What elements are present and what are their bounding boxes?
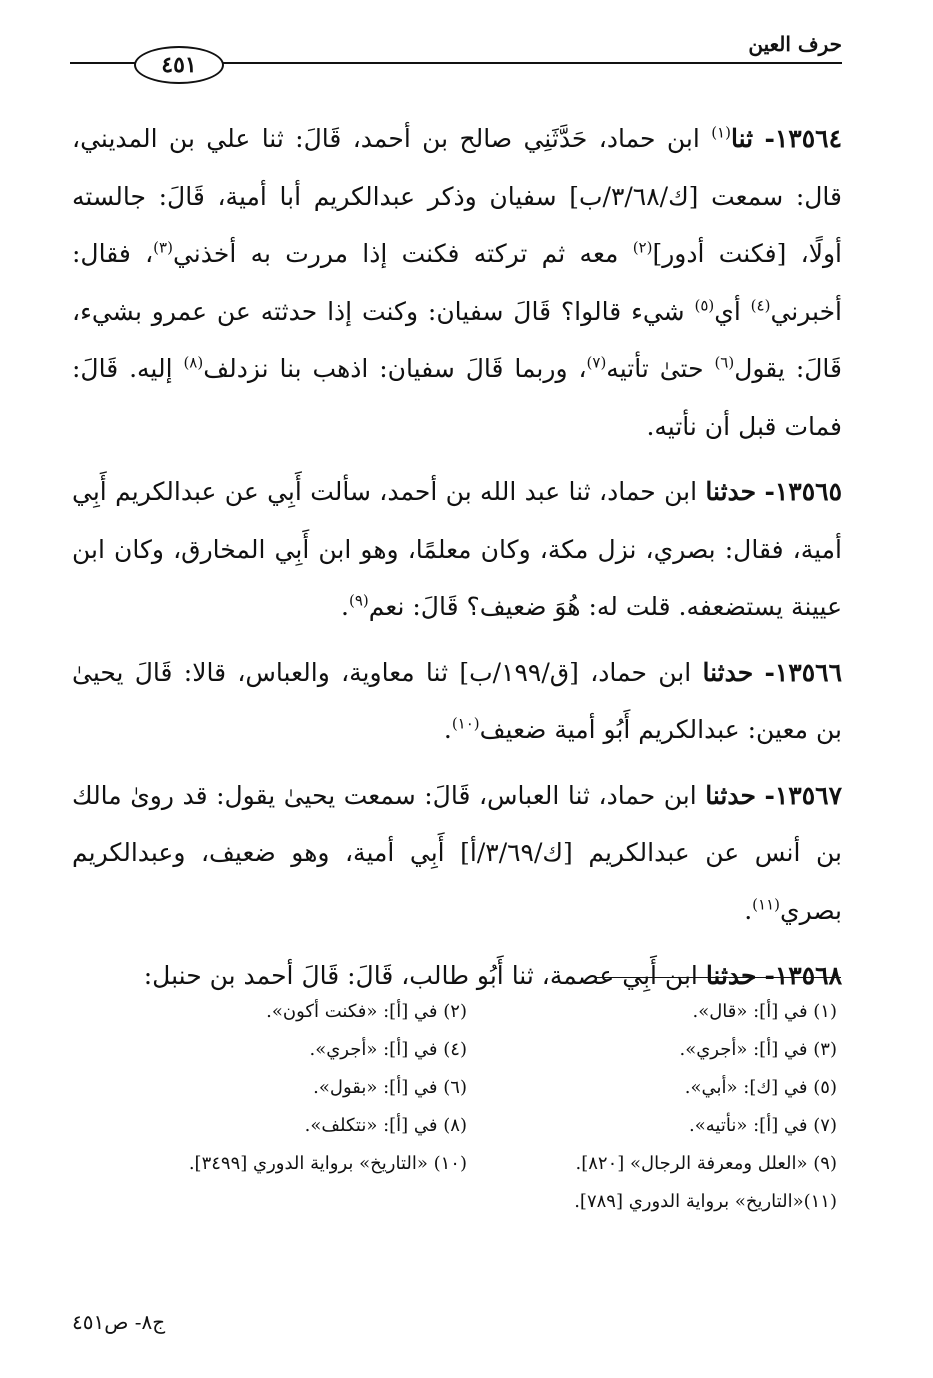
hadith-entry-13565 [72, 463, 842, 636]
footnote-ref: (٧) [586, 353, 607, 372]
hadith-entry-13566 [72, 644, 842, 759]
hadith-entry-13564 [72, 110, 842, 455]
entry-text: . [443, 715, 452, 744]
page-footer: ج٨- ص٤٥١ [72, 1310, 166, 1334]
chapter-title: حرف العين [748, 32, 842, 56]
entry-text: حتىٰ تأتيه [606, 354, 715, 383]
footnote: (٣) في [أ]: «أجري». [679, 1039, 837, 1060]
entry-text: ابن حماد، ثنا عبد الله بن أحمد، سألت أَبِي عن عبدالكريم أَبِي أمية، فقال: بصري، نزل مكة، وكان معلمًا، وهو ابن أَبِي المخارق، وكان ابن عيينة يستضعفه. قلت له: هُوَ ضعيف؟ قَالَ: نعم [72, 477, 842, 621]
entry-text: . [744, 895, 753, 925]
entry-text: أي [714, 296, 751, 326]
footnote-separator [596, 977, 841, 978]
footnote: (٦) في [أ]: «بقول». [313, 1077, 467, 1098]
entry-number: ١٣٥٦٧- [764, 780, 843, 810]
footnote-ref: (٦) [714, 353, 735, 372]
footnote-ref: (٨) [183, 353, 204, 372]
page-number-badge: ٤٥١ [134, 46, 224, 84]
entry-text: . [341, 592, 349, 621]
entry-text: شيء قالوا؟ قَالَ سفيان: وكنت إذا حدثته عن عمرو بشيء، قَالَ: يقول [72, 296, 842, 383]
footnote: (١) في [أ]: «قال». [692, 1001, 837, 1022]
footnote-ref: (١٠) [451, 714, 480, 733]
footnote-ref: (٥) [694, 296, 715, 315]
entry-text: ابن حماد، [ق/١٩٩/ب] ثنا معاوية، والعباس، قالا: قَالَ يحيىٰ بن معين: عبدالكريم أَبُو أمية ضعيف [72, 657, 842, 744]
entry-text: ، وربما قَالَ سفيان: اذهب بنا نزدلف [203, 354, 587, 383]
entry-text: ابن حماد، حَدَّثَنِي صالح بن أحمد، قَالَ: ثنا علي بن المديني، قال: سمعت [ك/٣/٦٨/ب] سفيان وذكر عبدالكريم أبا أمية، قَالَ: جالسته أولًا، [فكنت أدور] [72, 124, 842, 268]
entry-lead-word: حدثنا [702, 657, 754, 687]
entry-lead-word: حدثنا [705, 477, 757, 506]
footnote: (١١)«التاريخ» برواية الدوري [٧٨٩]. [574, 1191, 837, 1212]
footnote-row [97, 1183, 837, 1221]
footnote-row [97, 1107, 837, 1145]
entry-text: ، فقال: أخبرني [72, 239, 842, 326]
footnote-row [97, 1031, 837, 1069]
footnote-row [97, 1145, 837, 1183]
entry-text: معه ثم تركته فكنت إذا مررت به أخذني [172, 239, 633, 268]
footnote-ref: (٣) [153, 238, 173, 257]
entry-lead-word: حدثنا [705, 780, 756, 810]
entry-lead-word: ثنا [730, 124, 754, 153]
footnote: (١٠) «التاريخ» برواية الدوري [٣٤٩٩]. [188, 1153, 467, 1174]
footnote: (٧) في [أ]: «نأتيه». [689, 1115, 837, 1136]
footnote-row [97, 993, 837, 1031]
footnote: (٤) في [أ]: «أجري». [309, 1039, 467, 1060]
entry-text: إليه. قَالَ: فمات قبل أن نأتيه. [72, 354, 842, 441]
footnote-ref: (١١) [752, 895, 780, 914]
footnote-ref: (٩) [348, 591, 369, 610]
footnote: (٩) «العلل ومعرفة الرجال» [٨٢٠]. [575, 1153, 837, 1174]
page-header [70, 28, 842, 88]
footnote-ref: (٤) [750, 296, 771, 315]
entry-number: ١٣٥٦٤- [764, 124, 843, 153]
footnote-ref: (١) [711, 123, 731, 142]
footnote-ref: (٢) [632, 238, 653, 257]
main-text [72, 110, 842, 1013]
footnote: (٥) في [ك]: «أبي». [684, 1077, 837, 1098]
entry-number: ١٣٥٦٥- [764, 477, 842, 506]
footnote: (٢) في [أ]: «فكنت أكون». [266, 1001, 467, 1022]
footnotes [97, 993, 837, 1221]
entry-text: ابن حماد، ثنا العباس، قَالَ: سمعت يحيىٰ يقول: قد روىٰ مالك بن أنس عن عبدالكريم [ك/٣/٦٩/أ] أَبِي أمية، وهو ضعيف، وعبدالكريم بصري [72, 780, 842, 925]
entry-lead-word: حدثنا [705, 961, 757, 990]
entry-number: ١٣٥٦٦- [764, 657, 843, 687]
footnote-row [97, 1069, 837, 1107]
entry-number: ١٣٥٦٨- [764, 961, 842, 990]
hadith-entry-13567 [72, 767, 842, 940]
footnote: (٨) في [أ]: «نتكلف». [304, 1115, 467, 1136]
entry-text: ابن أَبِي عصمة، ثنا أَبُو طالب، قَالَ: قَالَ أحمد بن حنبل: [143, 961, 706, 990]
